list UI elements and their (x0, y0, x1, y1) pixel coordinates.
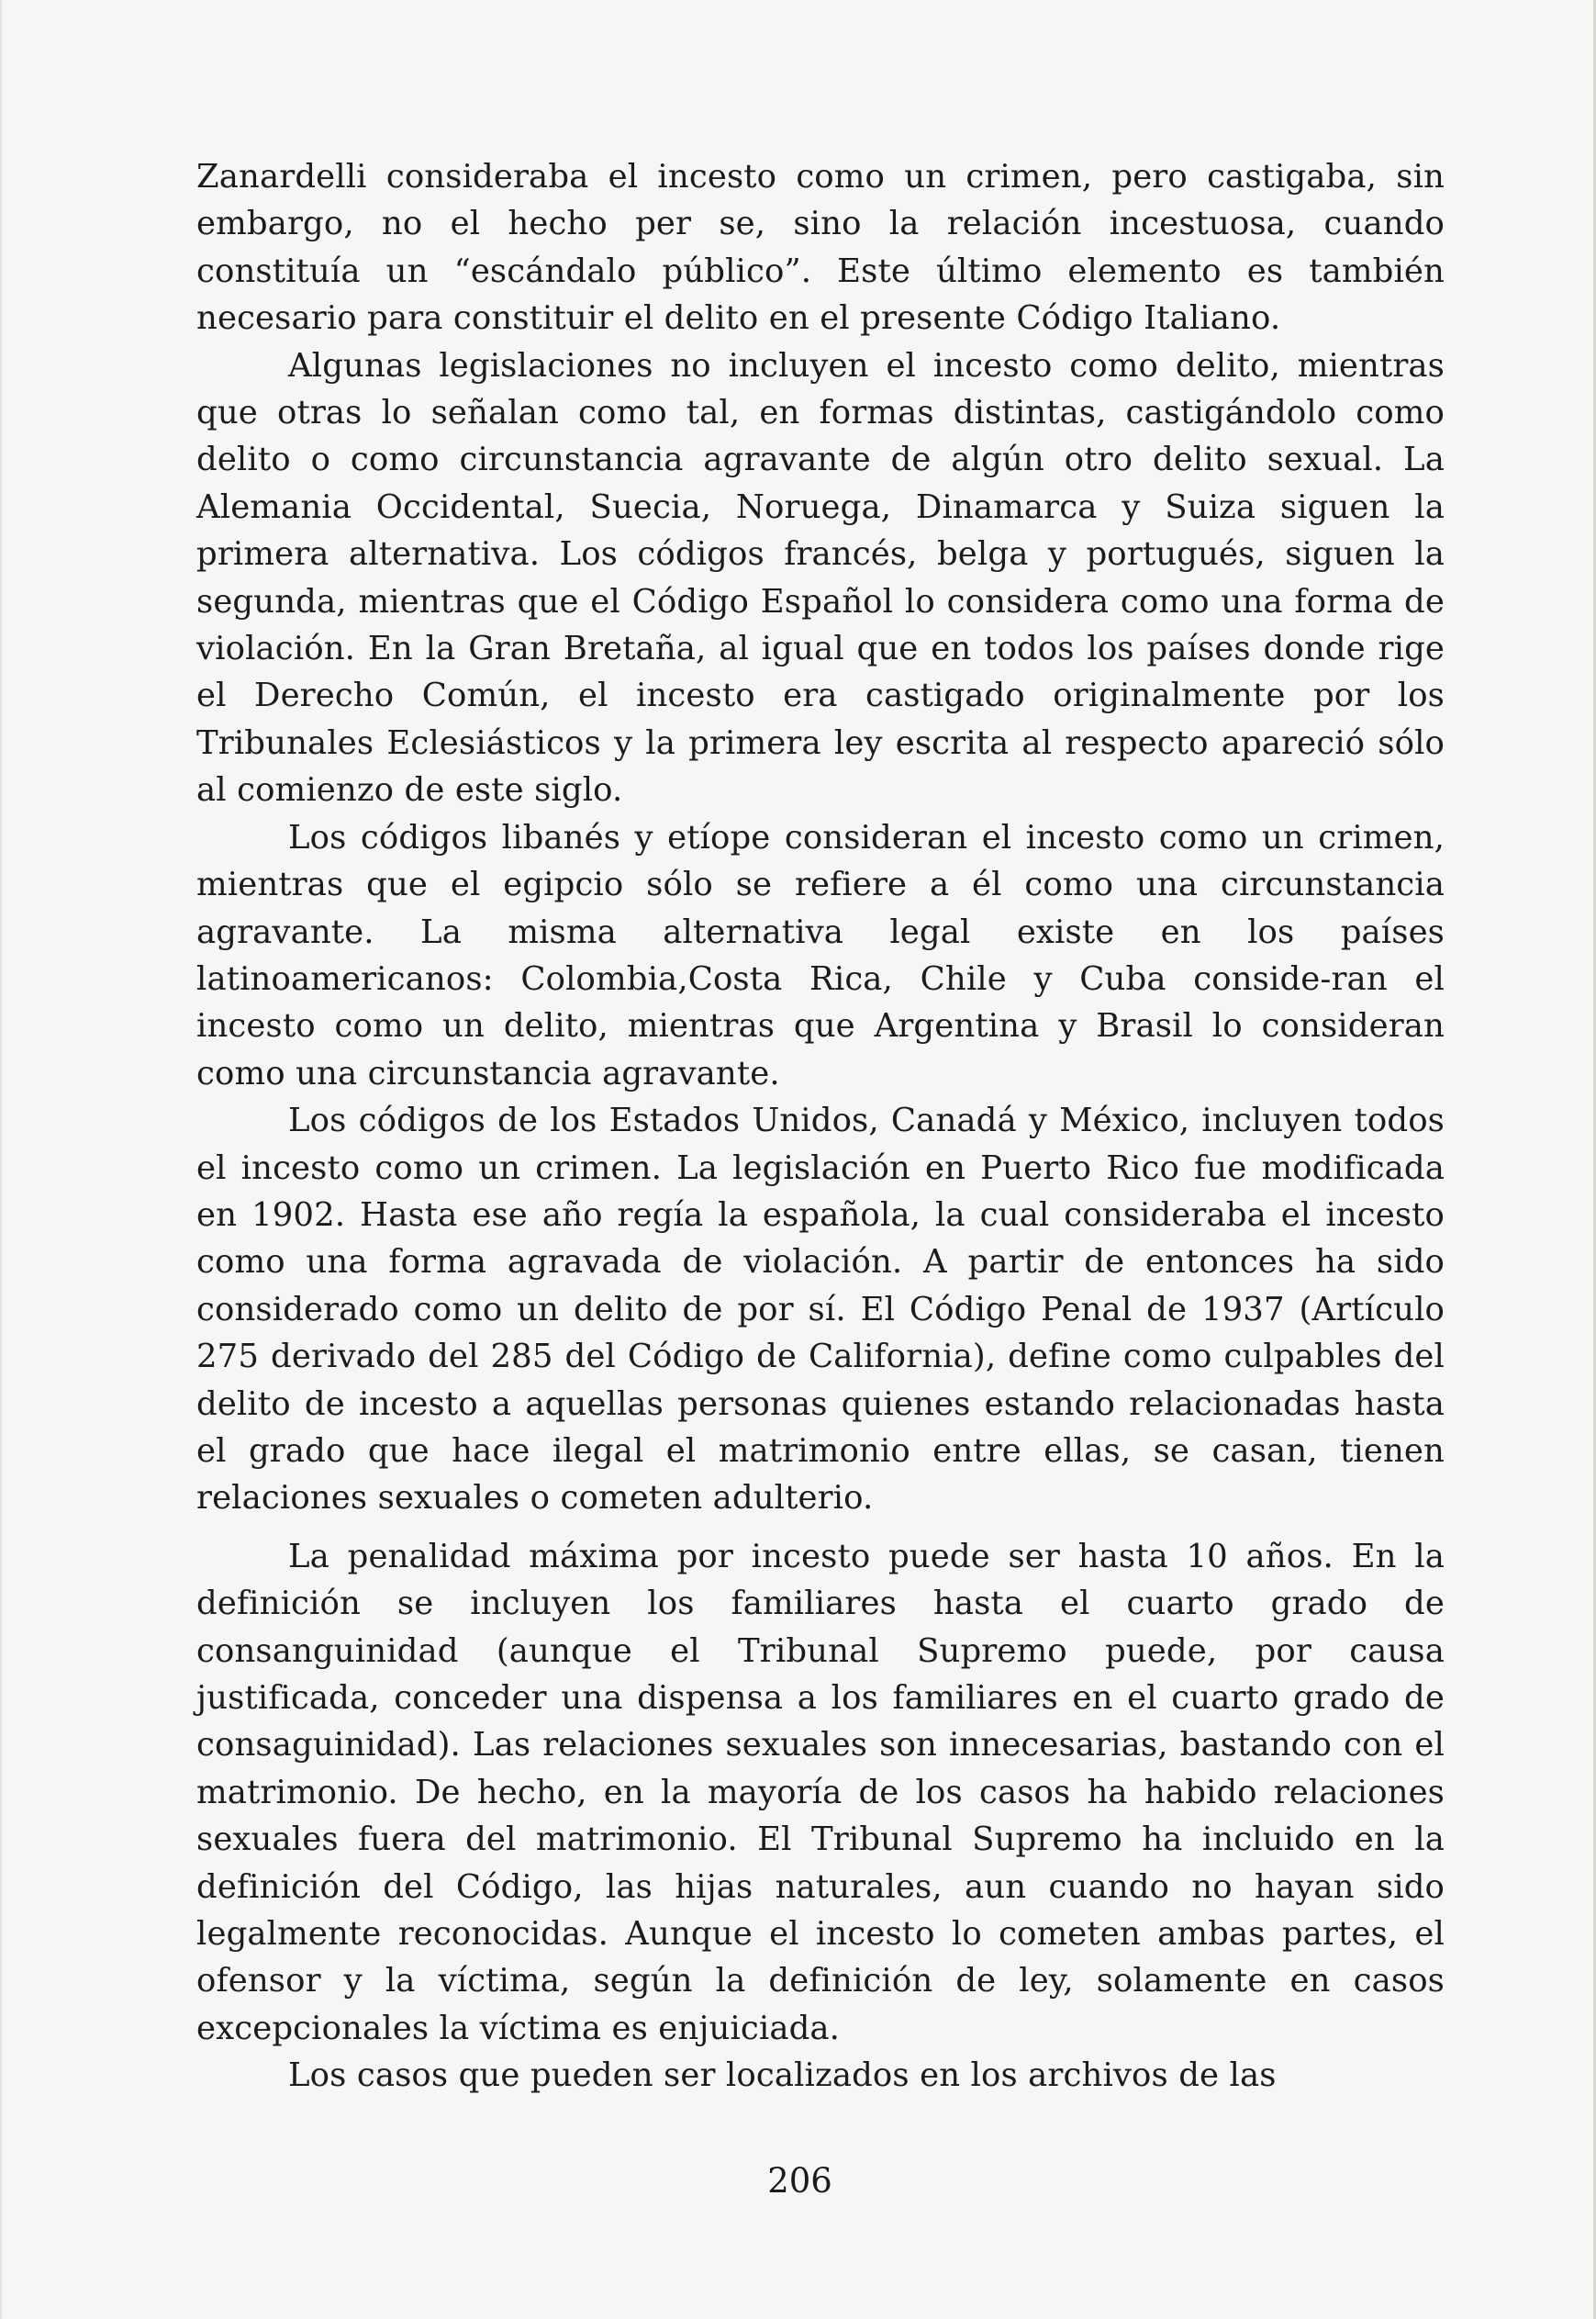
body-text (196, 153, 1445, 2100)
page-number: 206 (767, 2161, 832, 2201)
paragraph-zanardelli: Zanardelli consideraba el incesto como un crimen, pero castigaba, sin embargo, no el hecho per se, sino la relación incestuosa, cuando constituía un “escándalo público”. Este último elemento es también necesario para constituir el delito en el presente Código Italiano. (196, 158, 1445, 338)
paragraph-penalidad: La penalidad máxima por incesto puede ser hasta 10 años. En la definición se incluyen los familiares hasta el cuarto grado de consanguinidad (aunque el Tribunal Supremo puede, por causa justificada, conceder una dispensa a los familiares en el cuarto grado de consaguinidad). Las relaciones sexuales son innecesarias, bastando con el matrimonio. De hecho, en la mayoría de los casos ha habido relaciones sexuales fuera del matrimonio. El Tribunal Supremo ha incluido en la definición del Código, las hijas naturales, aun cuando no hayan sido legalmente reconocidas. Aunque el incesto lo cometen ambas partes, el ofensor y la víctima, según la definición de ley, solamente en casos excepcionales la víctima es enjuiciada. (196, 1537, 1445, 2047)
paragraph-codigos-libanes: Los códigos libanés y etíope consideran el incesto como un crimen, mientras que el egipcio sólo se refiere a él como una circunstancia agravante. La misma alternativa legal existe en los países latinoamericanos: Colombia,Costa Rica, Chile y Cuba conside-ran el incesto como un delito, mientras que Argentina y Brasil lo consideran como una circunstancia agravante. (196, 818, 1445, 1092)
paragraph-legislaciones: Algunas legislaciones no incluyen el incesto como delito, mientras que otras lo señalan como tal, en formas distintas, castigándolo como delito o como circunstancia agravante de algún otro delito sexual. La Alemania Occidental, Suecia, Noruega, Dinamarca y Suiza siguen la primera alternativa. Los códigos francés, belga y portugués, siguen la segunda, mientras que el Código Español lo considera como una forma de violación. En la Gran Bretaña, al igual que en todos los países donde rige el Derecho Común, el incesto era castigado originalmente por los Tribunales Eclesiásticos y la primera ley escrita al respecto apareció sólo al comienzo de este siglo. (196, 346, 1445, 810)
paragraph-estados-unidos: Los códigos de los Estados Unidos, Canadá y México, incluyen todos el incesto como un crimen. La legislación en Puerto Rico fue modificada en 1902. Hasta ese año regía la española, la cual consideraba el incesto como una forma agravada de violación. A partir de entonces ha sido considerado como un delito de por sí. El Código Penal de 1937 (Artículo 275 derivado del 285 del Código de California), define como culpables del delito de incesto a aquellas personas quienes estando relacionadas hasta el grado que hace ilegal el matrimonio entre ellas, se casan, tienen relaciones sexuales o cometen adulterio. (196, 1102, 1445, 1518)
paragraph-casos: Los casos que pueden ser localizados en los archivos de las (288, 2056, 1277, 2095)
